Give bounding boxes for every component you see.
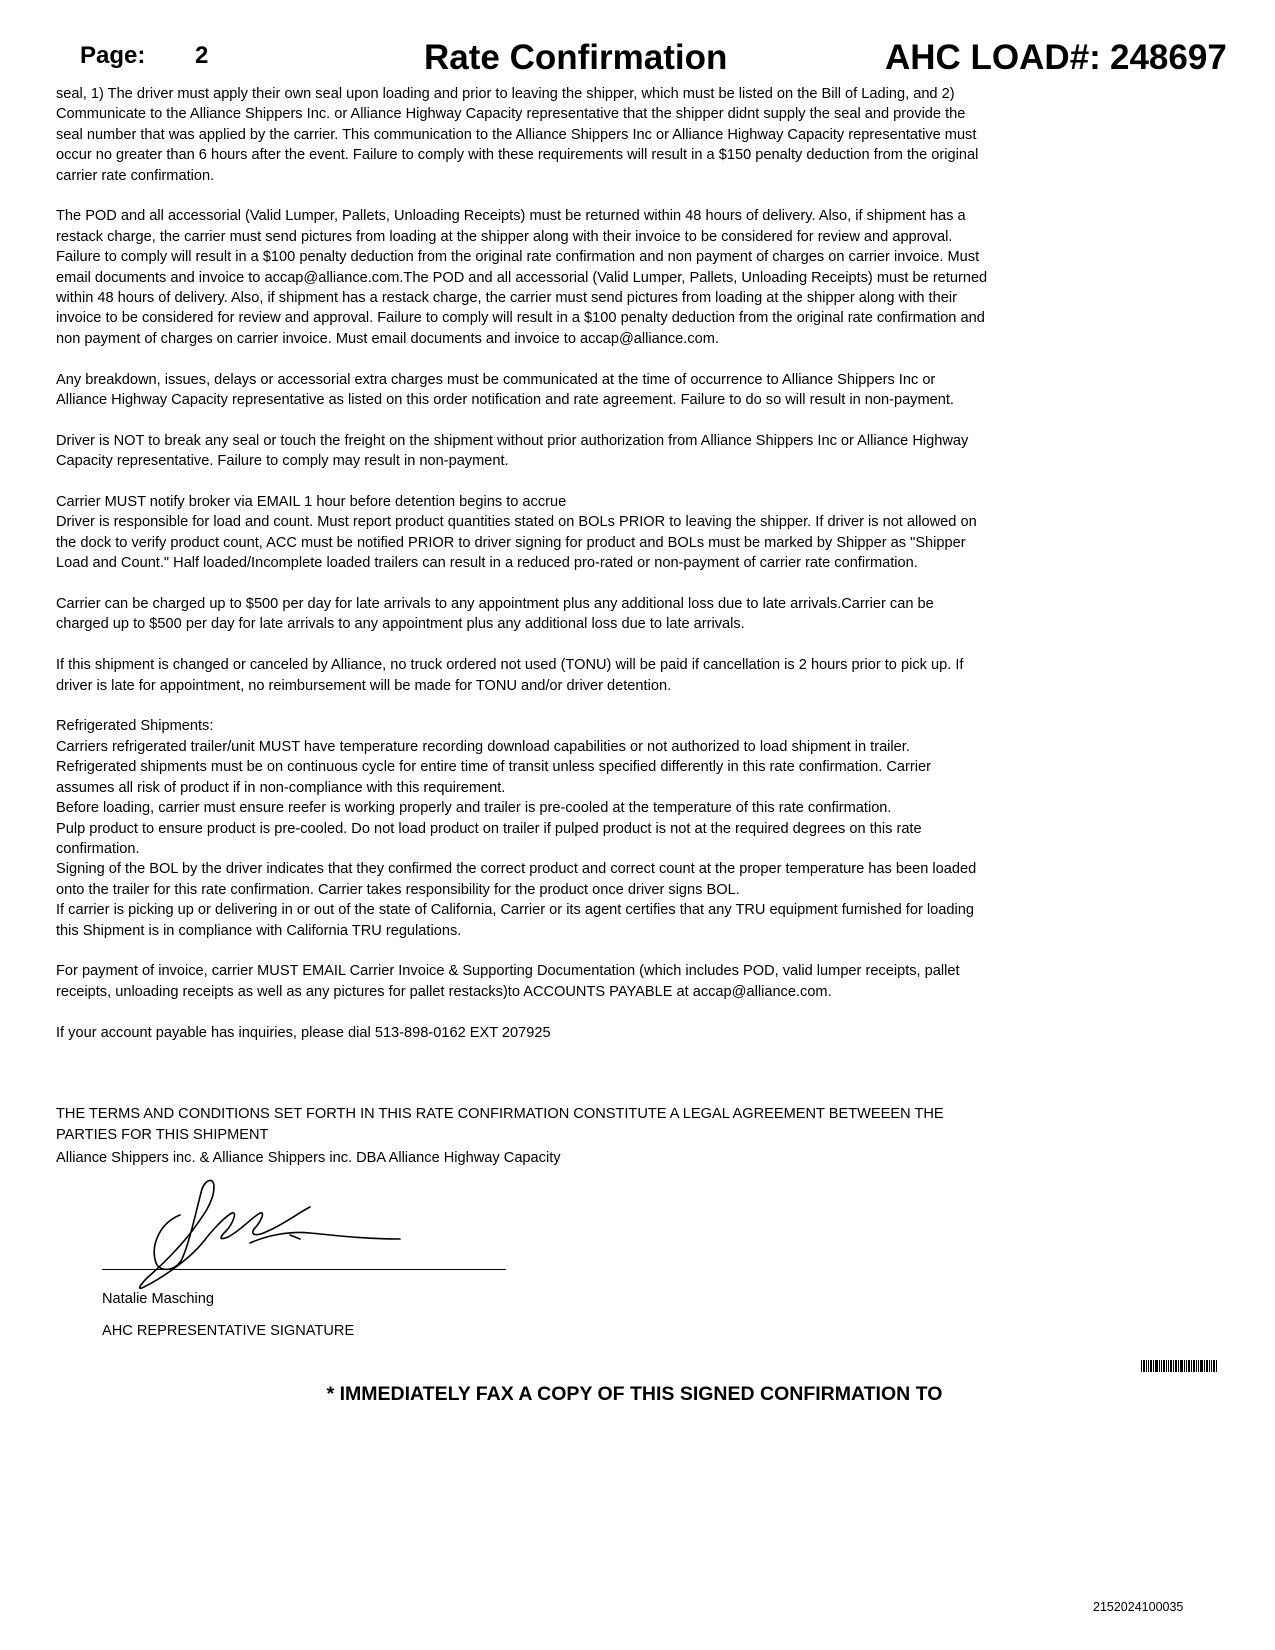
- terms-paragraph: [56, 492, 1076, 574]
- text-line: Carrier can be charged up to $500 per day for late arrivals to any appointment plus any additional loss due to late arrivals.Carrier can be: [56, 596, 934, 613]
- text-line: Capacity representative. Failure to comply may result in non-payment.: [56, 453, 509, 470]
- text-line: Signing of the BOL by the driver indicates that they confirmed the correct product and correct count at the proper temperature has been loaded: [56, 861, 977, 878]
- barcode-icon: [1141, 1360, 1217, 1372]
- text-line: assumes all risk of product if in non-compliance with this requirement.: [56, 779, 506, 796]
- terms-paragraph: [56, 655, 1076, 696]
- document-title: Rate Confirmation: [424, 38, 728, 77]
- text-line: If this shipment is changed or canceled by Alliance, no truck ordered not used (TONU) will be paid if cancellation is 2 hours prior to pick up. If: [56, 657, 964, 674]
- page-label: Page:: [80, 42, 146, 69]
- text-line: email documents and invoice to accap@alliance.com.The POD and all accessorial (Valid Lumper, Pallets, Unloading Receipts) must be returned: [56, 269, 988, 286]
- terms-paragraph: [56, 1023, 1076, 1043]
- text-line: [56, 1063, 1076, 1083]
- fax-notice: [0, 1383, 1275, 1406]
- text-line: Refrigerated shipments must be on continuous cycle for entire time of transit unless specified differently in this rate confirmation. Carrier: [56, 759, 931, 776]
- fax-notice-text: * IMMEDIATELY FAX A COPY OF THIS SIGNED CONFIRMATION TO: [326, 1383, 943, 1405]
- text-line: within 48 hours of delivery. Also, if shipment has a restack charge, the carrier must send pictures from loading at the shipper along with their: [56, 290, 957, 307]
- terms-paragraph: [56, 716, 1076, 940]
- text-line: confirmation.: [56, 840, 140, 857]
- text-line: For payment of invoice, carrier MUST EMAIL Carrier Invoice & Supporting Documentation (which includes POD, valid lumper receipts, pallet: [56, 963, 960, 980]
- terms-paragraph: [56, 961, 1076, 1002]
- text-line: Driver is responsible for load and count. Must report product quantities stated on BOLs PRIOR to leaving the shipper. If driver is not allowed on: [56, 514, 977, 531]
- text-line: PARTIES FOR THIS SHIPMENT: [56, 1126, 269, 1143]
- text-line: THE TERMS AND CONDITIONS SET FORTH IN THIS RATE CONFIRMATION CONSTITUTE A LEGAL AGREEMENT BETWEEEN THE: [56, 1106, 944, 1123]
- terms-paragraph: [56, 206, 1076, 349]
- company-line: Alliance Shippers inc. & Alliance Shippers inc. DBA Alliance Highway Capacity: [56, 1150, 561, 1166]
- text-line: Refrigerated Shipments:: [56, 718, 214, 735]
- text-line: Alliance Highway Capacity representative as listed on this order notification and rate agreement. Failure to do so will result in non-payment.: [56, 392, 954, 409]
- text-line: Carriers refrigerated trailer/unit MUST have temperature recording download capabilities or not authorized to load shipment in trailer.: [56, 738, 910, 755]
- text-line: restack charge, the carrier must send pictures from loading at the shipper along with their invoice to be considered for review and approval.: [56, 228, 953, 245]
- text-line: driver is late for appointment, no reimbursement will be made for TONU and/or driver detention.: [56, 677, 672, 694]
- text-line: seal number that was applied by the carrier. This communication to the Alliance Shippers Inc or Alliance Highway Capacity representative must: [56, 126, 977, 143]
- terms-body: [56, 84, 1076, 1165]
- text-line: invoice to be considered for review and approval. Failure to comply will result in a $100 penalty deduction from the original rate confirmation and: [56, 310, 985, 327]
- text-line: occur no greater than 6 hours after the event. Failure to comply with these requirements will result in a $150 penalty deduction from the original: [56, 147, 979, 164]
- text-line: Driver is NOT to break any seal or touch the freight on the shipment without prior authorization from Alliance Shippers Inc or Alliance Highway: [56, 432, 969, 449]
- terms-paragraph: [56, 594, 1076, 635]
- text-line: Load and Count." Half loaded/Incomplete loaded trailers can result in a reduced pro-rated or non-payment of carrier rate confirmation.: [56, 555, 918, 572]
- terms-paragraph: [56, 431, 1076, 472]
- text-line: If your account payable has inquiries, please dial 513-898-0162 EXT 207925: [56, 1024, 551, 1041]
- text-line: carrier rate confirmation.: [56, 167, 215, 184]
- page-number: 2: [195, 42, 209, 69]
- load-number: 248697: [1110, 38, 1227, 77]
- text-line: seal, 1) The driver must apply their own seal upon loading and prior to leaving the shipper, which must be listed on the Bill of Lading, and 2): [56, 86, 955, 102]
- signer-name: Natalie Masching: [102, 1291, 214, 1307]
- terms-paragraph: [56, 84, 1076, 186]
- text-line: The POD and all accessorial (Valid Lumper, Pallets, Unloading Receipts) must be returned within 48 hours of delivery. Also, if shipment has a: [56, 208, 966, 225]
- terms-paragraph: [56, 370, 1076, 411]
- text-line: If carrier is picking up or delivering in or out of the state of California, Carrier or its agent certifies that any TRU equipment furnished for loading: [56, 902, 974, 919]
- text-line: Failure to comply will result in a $100 penalty deduction from the original rate confirmation and non payment of charges on carrier invoice. Must: [56, 249, 980, 266]
- signer-role: AHC REPRESENTATIVE SIGNATURE: [102, 1323, 355, 1339]
- document-code: 2152024100035: [1093, 1600, 1184, 1614]
- document-header: [0, 30, 1275, 80]
- terms-paragraph: [56, 1104, 1076, 1145]
- text-line: non payment of charges on carrier invoice. Must email documents and invoice to accap@alliance.com.: [56, 330, 719, 347]
- text-line: Communicate to the Alliance Shippers Inc. or Alliance Highway Capacity representative that the shipper didnt supply the seal and provide the: [56, 106, 966, 123]
- text-line: receipts, unloading receipts as well as any pictures for pallet restacks)to ACCOUNTS PAYABLE at accap@alliance.com.: [56, 983, 832, 1000]
- text-line: this Shipment is in compliance with California TRU regulations.: [56, 922, 462, 939]
- text-line: onto the trailer for this rate confirmation. Carrier takes responsibility for the product once driver signs BOL.: [56, 881, 740, 898]
- signature-line: [102, 1269, 506, 1270]
- terms-paragraph: [56, 1063, 1076, 1083]
- text-line: Before loading, carrier must ensure reefer is working properly and trailer is pre-cooled at the temperature of this rate confirmation.: [56, 800, 892, 817]
- text-line: Carrier MUST notify broker via EMAIL 1 hour before detention begins to accrue: [56, 494, 567, 511]
- text-line: Pulp product to ensure product is pre-cooled. Do not load product on trailer if pulped product is not at the required degrees on this rate: [56, 820, 922, 837]
- handwritten-signature: [100, 1175, 520, 1290]
- text-line: Any breakdown, issues, delays or accessorial extra charges must be communicated at the time of occurrence to Alliance Shippers Inc or: [56, 371, 936, 388]
- load-number-label: AHC LOAD#:: [885, 38, 1101, 77]
- text-line: charged up to $500 per day for late arrivals to any appointment plus any additional loss due to late arrivals.: [56, 616, 745, 633]
- text-line: the dock to verify product count, ACC must be notified PRIOR to driver signing for product and BOLs must be marked by Shipper as "Shipper: [56, 534, 966, 551]
